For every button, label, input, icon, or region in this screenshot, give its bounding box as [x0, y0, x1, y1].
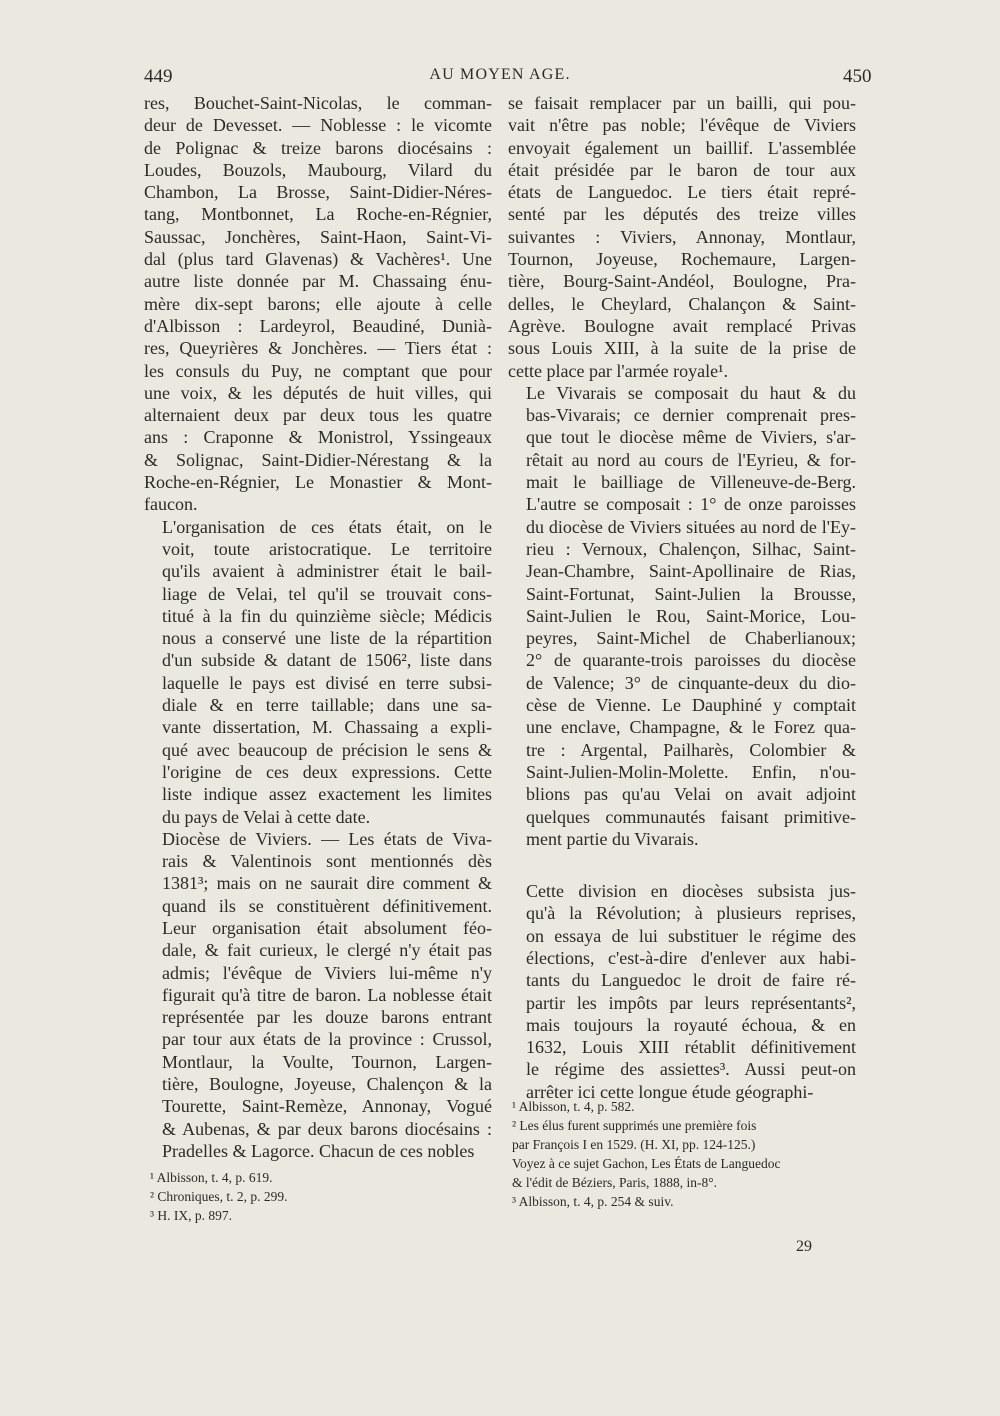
text-line: cette place par l'armée royale¹. [508, 360, 728, 381]
text-line: états de Languedoc. Le tiers était repré- [508, 182, 856, 203]
text-line: Saint-Fortunat, Saint-Julien la Brousse, [526, 583, 856, 604]
text-line: res, Bouchet-Saint-Nicolas, le comman- [144, 93, 492, 113]
right-column [508, 92, 856, 1103]
footnote-left-3: ³ H. IX, p. 897. [150, 1208, 233, 1223]
text-line: Saint-Julien le Rou, Saint-Morice, Lou- [526, 605, 856, 626]
footnotes-left [150, 1168, 490, 1225]
footnote-right-2-line-2: par François I en 1529. (H. XI, pp. 124-125.) [512, 1137, 756, 1152]
text-line: se faisait remplacer par un bailli, qui pou- [508, 93, 856, 113]
text-line: arrêter ici cette longue étude géographi- [526, 1081, 814, 1102]
paragraph-right-3 [508, 880, 856, 1103]
text-line: Leur organisation était absolument féo- [162, 917, 492, 938]
text-line: ans : Craponne & Monistrol, Yssingeaux [144, 427, 492, 448]
text-line: quand ils se constituèrent définitivement. [162, 895, 492, 916]
text-line: représentée par les douze barons entrant [162, 1007, 492, 1028]
running-title: AU MOYEN AGE. [429, 66, 571, 83]
text-line: titué à la fin du quinzième siècle; Médicis [162, 605, 492, 626]
footnotes-right [512, 1097, 880, 1211]
text-line: nous a conservé une liste de la répartition [162, 628, 492, 649]
paragraph-left-3 [144, 828, 492, 1162]
text-line: on essaya de lui substituer le régime des [526, 925, 856, 946]
text-line: Tourette, Saint-Remèze, Annonay, Vogué [162, 1096, 492, 1117]
text-line: d'un subside & datant de 1506², liste dans [162, 650, 492, 671]
text-line: les consuls du Puy, ne comptant que pour [144, 360, 492, 381]
text-line: figurait qu'à titre de baron. La noblesse était [162, 984, 492, 1005]
text-line: mait le bailliage de Villeneuve-de-Berg. [526, 472, 856, 493]
text-line: Montlaur, la Voulte, Tournon, Largen- [162, 1051, 492, 1072]
paragraph-left-1 [144, 92, 492, 516]
text-line: Saint-Julien-Molin-Molette. Enfin, n'ou- [526, 761, 856, 782]
text-line: d'Albisson : Lardeyrol, Beaudiné, Dunià- [144, 315, 492, 336]
text-line: liage de Velai, tel qu'il se trouvait cons- [162, 583, 492, 604]
text-line: liste indique assez exactement les limites [162, 784, 492, 805]
footnote-right-2: ² Les élus furent supprimés une première fois [512, 1118, 757, 1133]
text-line: de Polignac & treize barons diocésains : [144, 137, 492, 158]
text-line: rieu : Vernoux, Chalençon, Silhac, Saint- [526, 538, 856, 559]
paragraph-left-2 [144, 516, 492, 828]
signature-mark: 29 [796, 1238, 812, 1255]
text-line: tang, Montbonnet, La Roche-en-Régnier, [144, 204, 492, 225]
text-line: faucon. [144, 494, 198, 515]
text-line: Agrève. Boulogne avait remplacé Privas [508, 315, 856, 336]
footnote-left-2: ² Chroniques, t. 2, p. 299. [150, 1189, 288, 1204]
text-line: par tour aux états de la province : Crussol, [162, 1029, 492, 1050]
text-line: peyres, Saint-Michel de Chaberlianoux; [526, 628, 856, 649]
text-line: deur de Devesset. — Noblesse : le vicomte [144, 115, 492, 136]
text-line: du pays de Velai à cette date. [162, 806, 371, 827]
text-line: sous Louis XIII, à la suite de la prise de [508, 338, 856, 359]
text-line: admis; l'évêque de Viviers lui-même n'y [162, 962, 492, 983]
text-line: l'origine de ces deux expressions. Cette [162, 761, 492, 782]
text-line: L'autre se composait : 1° de onze paroisses [526, 494, 856, 515]
text-line: ment partie du Vivarais. [526, 828, 699, 849]
text-line: Cette division en diocèses subsista jus- [526, 881, 856, 902]
text-line: bas-Vivarais; ce dernier comprenait pres- [526, 405, 856, 426]
page-number-right: 450 [843, 66, 872, 87]
footnote-right-1: ¹ Albisson, t. 4, p. 582. [512, 1099, 635, 1114]
text-line: diale & en terre taillable; dans une sa- [162, 695, 492, 716]
paragraph-right-1 [508, 92, 856, 382]
text-line: élections, c'est-à-dire d'enlever aux habi- [526, 947, 856, 968]
text-line: laquelle le pays est divisé en terre subsi- [162, 672, 492, 693]
text-line: voit, toute aristocratique. Le territoire [162, 538, 492, 559]
text-line: Le Vivarais se composait du haut & du [526, 382, 856, 403]
text-line: mais toujours la royauté échoua, & en [526, 1014, 856, 1035]
text-line: de Valence; 3° de cinquante-deux du dio- [526, 672, 856, 693]
text-line: blions pas qu'au Velai on avait adjoint [526, 784, 856, 805]
footnote-right-3: ³ Albisson, t. 4, p. 254 & suiv. [512, 1194, 674, 1209]
page-number-left: 449 [144, 66, 173, 87]
text-line: une enclave, Champagne, & le Forez qua- [526, 717, 856, 738]
text-line: tière, Boulogne, Joyeuse, Chalençon & la [162, 1074, 492, 1095]
text-line: & Solignac, Saint-Didier-Nérestang & la [144, 449, 492, 470]
text-line: tre : Argental, Pailharès, Colombier & [526, 739, 856, 760]
text-line: Pradelles & Lagorce. Chacun de ces nobles [162, 1140, 475, 1161]
text-line: qu'à la Révolution; à plusieurs reprises, [526, 903, 856, 924]
text-line: Chambon, La Brosse, Saint-Didier-Néres- [144, 182, 492, 203]
text-line: res, Queyrières & Jonchères. — Tiers état : [144, 338, 492, 359]
text-line: Diocèse de Viviers. — Les états de Viva- [162, 828, 492, 849]
text-line: Loudes, Bouzols, Maubourg, Vilard du [144, 159, 492, 180]
text-line: L'organisation de ces états était, on le [162, 516, 492, 537]
text-line: 1381³; mais on ne saurait dire comment & [162, 873, 492, 894]
text-line: 2° de quarante-trois paroisses du diocèse [526, 650, 856, 671]
text-line: envoyait également un baillif. L'assemblée [508, 137, 856, 158]
text-line: alternaient deux par deux tous les quatre [144, 405, 492, 426]
text-line: Saussac, Jonchères, Saint-Haon, Saint-Vi- [144, 226, 492, 247]
text-line: partir les impôts par leurs représentants², [526, 992, 856, 1013]
text-line: Jean-Chambre, Saint-Apollinaire de Rias, [526, 561, 856, 582]
text-line: Roche-en-Régnier, Le Monastier & Mont- [144, 472, 492, 493]
text-line: une voix, & les députés de huit villes, qui [144, 382, 492, 403]
text-line: du diocèse de Viviers situées au nord de l'Ey- [526, 516, 856, 537]
text-line: Tournon, Joyeuse, Rochemaure, Largen- [508, 249, 856, 270]
text-line: rais & Valentinois sont mentionnés dès [162, 851, 492, 872]
text-line: senté par les députés des treize villes [508, 204, 856, 225]
text-line: mère dix-sept barons; elle ajoute à celle [144, 293, 492, 314]
text-line: tants du Languedoc le droit de faire ré- [526, 970, 856, 991]
text-line: qu'ils avaient à administrer était le bail- [162, 561, 492, 582]
text-line: suivantes : Viviers, Annonay, Montlaur, [508, 226, 856, 247]
text-line: dale, & fait curieux, le clergé n'y était pas [162, 940, 492, 961]
text-line: 1632, Louis XIII rétablit définitivement [526, 1037, 856, 1058]
text-line: était présidée par le baron de tour aux [508, 159, 856, 180]
text-line: vait n'être pas noble; l'évêque de Viviers [508, 115, 856, 136]
text-line: & Aubenas, & par deux barons diocésains : [162, 1118, 492, 1139]
text-line: quelques communautés faisant primitive- [526, 806, 856, 827]
footnote-left-1: ¹ Albisson, t. 4, p. 619. [150, 1170, 273, 1185]
text-line: que tout le diocèse même de Viviers, s'ar- [526, 427, 856, 448]
text-line: qué avec beaucoup de précision le sens & [162, 739, 492, 760]
text-line: delles, le Cheylard, Chalançon & Saint- [508, 293, 856, 314]
footnote-right-2-line-4: & l'édit de Béziers, Paris, 1888, in-8°. [512, 1175, 718, 1190]
text-line: dal (plus tard Glavenas) & Vachères¹. Une [144, 249, 492, 270]
text-line: vante dissertation, M. Chassaing a expli- [162, 717, 492, 738]
left-column [144, 92, 492, 1162]
text-line: rêtait au nord au cours de l'Eyrieu, & for- [526, 449, 856, 470]
paragraph-right-2 [508, 382, 856, 850]
text-line: tière, Bourg-Saint-Andéol, Boulogne, Pra- [508, 271, 856, 292]
text-line: le régime des assiettes³. Aussi peut-on [526, 1059, 856, 1080]
text-line: autre liste donnée par M. Chassaing énu- [144, 271, 492, 292]
footnote-right-2-line-3: Voyez à ce sujet Gachon, Les États de Languedoc [512, 1156, 781, 1171]
text-line: cèse de Vienne. Le Dauphiné y comptait [526, 695, 856, 716]
